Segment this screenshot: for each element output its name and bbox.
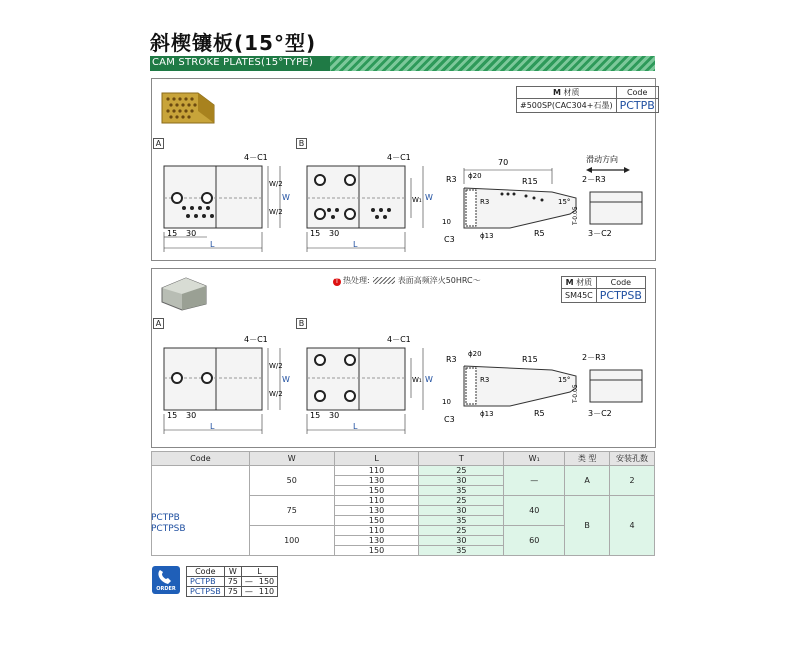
order-col-code: Code [187,567,225,577]
t-cell: 25 [419,466,504,476]
dim-phi13: ϕ13 [480,232,494,240]
dim-t: T-0.05 [572,206,579,225]
order-col-w: W [224,567,241,577]
l-cell: 130 [334,536,419,546]
dim-r3-inner-2: R3 [480,376,490,384]
col-w1: W₁ [504,452,565,466]
t-cell: 35 [419,546,504,556]
dim-30-c: 30 [186,411,197,420]
drawing-a-top [150,148,300,256]
order-dash: — [241,577,256,587]
view-b-label: B [296,138,307,149]
view-b-label-2: B [296,318,307,329]
type-cell: B [565,496,610,556]
t-cell: 35 [419,516,504,526]
material-code: PCTPB [616,99,658,113]
table-row [152,466,655,476]
dim-2r3: 2－R3 [582,175,606,184]
dim-30-d: 30 [329,411,340,420]
subtitle-banner [150,56,655,71]
order-dash: — [241,587,256,597]
dim-3c2-2: 3－C2 [588,409,612,418]
dim-15-c: 15 [167,411,178,420]
l-cell: 110 [334,466,419,476]
code-header: Code [616,87,658,99]
l-cell: 150 [334,516,419,526]
order-phone-icon [152,566,180,588]
dim-angle: 15° [558,198,571,206]
l-cell: 130 [334,476,419,486]
dim-3c2: 3－C2 [588,229,612,238]
dim-w-c: W [282,375,290,384]
table-row [187,587,278,597]
type-cell: A [565,466,610,496]
slide-direction-label: 滑动方向 [586,155,618,164]
order-col-l: L [241,567,277,577]
dim-r15-2: R15 [522,355,538,364]
arrow-left-icon [586,167,592,173]
table-row [187,577,278,587]
dim-w1-d: W₁ [412,376,422,384]
material-box-pctpsb [561,276,646,303]
material-label-2: M 材质 [562,277,597,289]
w1-cell: — [504,466,565,496]
w1-cell: 40 [504,496,565,526]
dim-c1-d: 4－C1 [387,335,411,344]
dim-10-2: 10 [442,398,451,406]
order-w: 75 [224,587,241,597]
col-t: T [419,452,504,466]
dim-w-half-c2: W/2 [269,390,283,398]
side-profile-2 [440,334,652,438]
dim-r5: R5 [534,229,545,238]
dim-15-d: 15 [310,411,321,420]
l-cell: 130 [334,506,419,516]
order-w: 75 [224,577,241,587]
dim-2r3-2: 2－R3 [582,353,606,362]
view-a-label: A [153,138,164,149]
code-pctpb: PCTPB [151,513,180,523]
t-cell: 30 [419,536,504,546]
l-cell: 150 [334,546,419,556]
holes-cell: 4 [610,496,655,556]
w-cell: 100 [249,526,334,556]
l-cell: 110 [334,526,419,536]
dim-30-b: 30 [329,229,340,238]
dim-phi13-2: ϕ13 [480,410,494,418]
spec-codes [151,513,186,535]
w-cell: 50 [249,466,334,496]
dim-w: W [282,193,290,202]
dim-l: L [210,240,215,249]
arrow-right-icon [624,167,630,173]
dim-c1-b: 4－C1 [387,153,411,162]
col-holes: 安装孔数 [610,452,655,466]
drawing-a-bottom [150,330,300,438]
dim-l-d: L [353,422,358,431]
dim-w-d: W [425,375,433,384]
spec-header-row [152,452,655,466]
order-code: PCTPB [187,577,225,587]
dim-phi20: ϕ20 [468,172,482,180]
col-l: L [334,452,419,466]
code-header-2: Code [596,277,645,289]
spec-table [151,451,655,556]
dim-phi20-2: ϕ20 [468,350,482,358]
t-cell: 25 [419,526,504,536]
dim-70: 70 [498,158,509,167]
col-type: 类 型 [565,452,610,466]
dim-r3-2: R3 [446,355,457,364]
page-title: 斜楔镶板(15°型) [150,31,317,55]
holes-cell: 2 [610,466,655,496]
col-w: W [249,452,334,466]
dim-c1: 4－C1 [244,153,268,162]
order-l: 110 [256,587,278,597]
side-profile-1 [440,150,652,254]
dim-30: 30 [186,229,197,238]
pctpb-photo [158,89,218,127]
dim-c3: C3 [444,235,455,244]
code-pctpsb: PCTPSB [151,524,186,534]
drawing-b-top [293,148,443,256]
t-cell: 25 [419,496,504,506]
dim-w1: W₁ [412,196,422,204]
dim-l-c: L [210,422,215,431]
material-code-2: PCTPSB [596,289,645,303]
t-cell: 30 [419,506,504,516]
dim-10: 10 [442,218,451,226]
order-code: PCTPSB [187,587,225,597]
t-cell: 35 [419,486,504,496]
material-label: M 材质 [517,87,617,99]
l-cell: 110 [334,496,419,506]
order-table [186,566,278,597]
material-value: #500SP(CAC304+石墨) [517,99,617,113]
t-cell: 30 [419,476,504,486]
material-box-pctpb [516,86,659,113]
heat-icon: T [333,278,341,286]
dim-angle-2: 15° [558,376,571,384]
dim-w-half: W/2 [269,180,283,188]
w1-cell: 60 [504,526,565,556]
dim-c3-2: C3 [444,415,455,424]
col-code: Code [152,452,250,466]
dim-w-b: W [425,193,433,202]
w-cell: 75 [249,496,334,526]
drawing-b-bottom [293,330,443,438]
dim-l-b: L [353,240,358,249]
code-cell [152,466,250,556]
pctpsb-photo [158,276,210,312]
dim-w-half-2: W/2 [269,208,283,216]
dim-c1-c: 4－C1 [244,335,268,344]
l-cell: 150 [334,486,419,496]
dim-r15: R15 [522,177,538,186]
dim-r5-2: R5 [534,409,545,418]
dim-w-half-c: W/2 [269,362,283,370]
heat-treatment-note: T 热处理: 表面高频淬火50HRC～ [333,275,481,286]
subtitle: CAM STROKE PLATES(15°TYPE) [152,57,313,68]
dim-r3: R3 [446,175,457,184]
order-l: 150 [256,577,278,587]
order-badge: ORDER [152,566,180,594]
dim-15: 15 [167,229,178,238]
hatch-icon [373,277,395,284]
material-value-2: SM45C [562,289,597,303]
dim-t-2: T-0.05 [572,384,579,403]
dim-r3-inner: R3 [480,198,490,206]
dim-15-b: 15 [310,229,321,238]
view-a-label-2: A [153,318,164,329]
